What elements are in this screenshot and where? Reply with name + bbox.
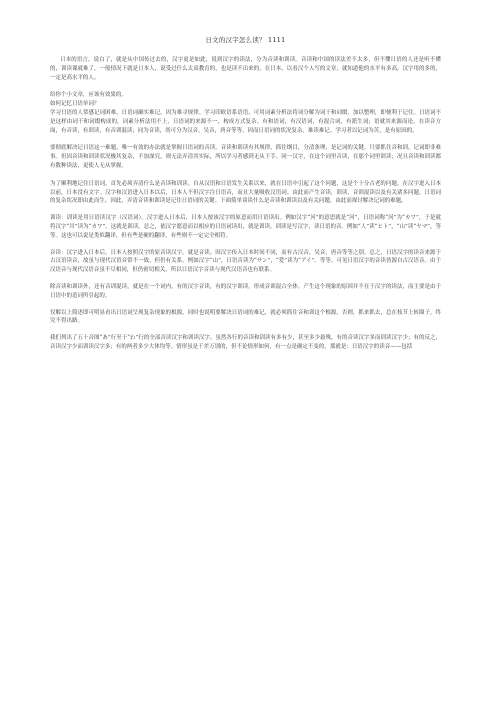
paragraph-conclusion: 仅解以上简述即可明显看出日语词呈现复杂现象的根源，同时也说明要解决日语词的难记，就必须抓住音和训这个根源。否则，抓来抓去，总在枝节上转圈子，终究不得出路。: [50, 309, 441, 325]
paragraph-gap: [50, 206, 441, 214]
paragraph-intro: 日本的语言，说白了，就是从中国传过去的，汉字更是如此，说到汉字的读法，分为音读和训读。音读和中国的读法差不太多，但不懂日语的人还是听不懂的，训读课就难了，一般情况下就是日本人，说受过什么太高教育的，也是读不出来的，在日本，以看汉个人写的文章，就知道他的水平有多高，汉字用的多的，一定是高水平的人。: [50, 57, 441, 81]
paragraph-gap: [50, 82, 441, 91]
paragraph-solution: 要彻底解决记日语这一难题，唯一有效的办法就是掌握日语词的音读。音读和训读有其规律，抓住纲目，分清条理，是记词的关键。只要抓住音和训，记词即非难事。但因音读和训读状况极其复杂，不加深究，则无法弄清其实际，所以学习者感到无从下手。同一汉字，在这个词里音读，在那个词里训读；况且音读和训读都有数种读法，更使人无从掌握。: [50, 145, 441, 169]
paragraph-difficulty: 学习日语的人常感记词困难。日语词确实难记，因为难寻规律。学习印欧语系语语，可用词素分析法将词分解为词干和词缀，加以整理，即便利于记住。日语词不是这样由词干和词缀构成的，词素分析法用不上，日语词的来源不一，构成方式复杂。有和语词，有汉语词，有混合词，有派生词；语就其来源而论，在读音方面，有音读，有训读，有音训混读；同为音读，尚可分为汉音，吴音，唐音等等。因而日语词的状况复杂，难读难记。学习者以记词为苦，是有原因的。: [50, 109, 441, 134]
document-title: 日文的汉字怎么读？ 1111: [205, 36, 286, 44]
paragraph-mixed-reading: 除音读和训读外，还有音训混读，就是在一个词内，有的汉字音读，有的汉字训读，形成音训混合全体。产生这个现象的原因并不在于汉字的读法，而主要是由于日语中的造词所引起的。: [50, 283, 441, 299]
paragraph-gojuon: 我们列出了五十音图“あ”行至于“わ”行的全部音读汉字和训读汉字。虽然各行的音读和训读有多有少，甚至多少悬殊，有的音读汉字多而训读汉字少；有的反之，音读汉字少而训读汉字多；有的两者多少大体均等。情形虽是千差万别的，但不论情形如何，有一点是确定不变的，那就是：日语汉字的读音——包括: [50, 335, 441, 350]
paragraph-background: 为了顺利地记住日语词，首先必须弄清什么是音读和训读。自从汉语和日语发生关系以来，就在日语中引起了这个问题，这是个十分古老的问题。在汉字进入日本以前，日本没有文字。汉字和汉语进入日本以后，日本人不但汉字注日语音，而且大量吸收汉语词。由此而产生音读，训读，音训混读以及有关诸多问题，日语词的复杂状况即由此而生。因此，弄清音读和训读是记住日语词的关键。下面简单谈谈什么是音读和训读以及有关问题，由此而探讨解决记词的难题。: [50, 180, 441, 205]
paragraph-short-note: 给你个小文章，应该有效果的。: [50, 92, 127, 99]
paragraph-gap: [50, 135, 441, 144]
paragraph-kun-reading: 训读：训读是用日语读汉字（汉语词）。汉字进入日本后，日本人按该汉字的原意而用日语读出。例如汉字“河”的意思就是“河”，日语词称“河”为“カワ”，于是就将汉字“川”读为“カワ”。这就是训读。总之，依汉字愿意而以相应的日语词读出，就是训读。训读是写汉字，读日语的音。例如“人”读“ヒト”，“山”读“ヤマ”，等等。这也可以说是类似翻译，但有些是硬的翻译，有些则不一定完全相符。: [50, 215, 441, 239]
paragraph-gap: [50, 326, 441, 334]
paragraph-gap: [50, 241, 441, 249]
paragraph-on-reading: 音读：汉字进入日本后，日本人按照汉字的原音读汉字，就是音读。因汉字传入日本时间不同，而有古汉音，吴音，唐音等等之别。总之，日语汉字的读音来源于古汉语读音，故虽与现代汉语音常不一致，但仍有关系。例如汉字“山”，日语音读为“サン”，“爱”读为“アイ”。等等。可见日语汉字的音读皆源自古汉语音。由于汉语音与现代汉语音虽不尽相同，但仍密切相关，所以日语汉字音读与现代汉语音也有联系。: [50, 249, 441, 274]
paragraph-question: 如何记忆日语单词？: [50, 101, 100, 108]
paragraph-gap: [50, 275, 441, 283]
paragraph-gap: [50, 171, 441, 180]
paragraph-gap: [50, 301, 441, 309]
